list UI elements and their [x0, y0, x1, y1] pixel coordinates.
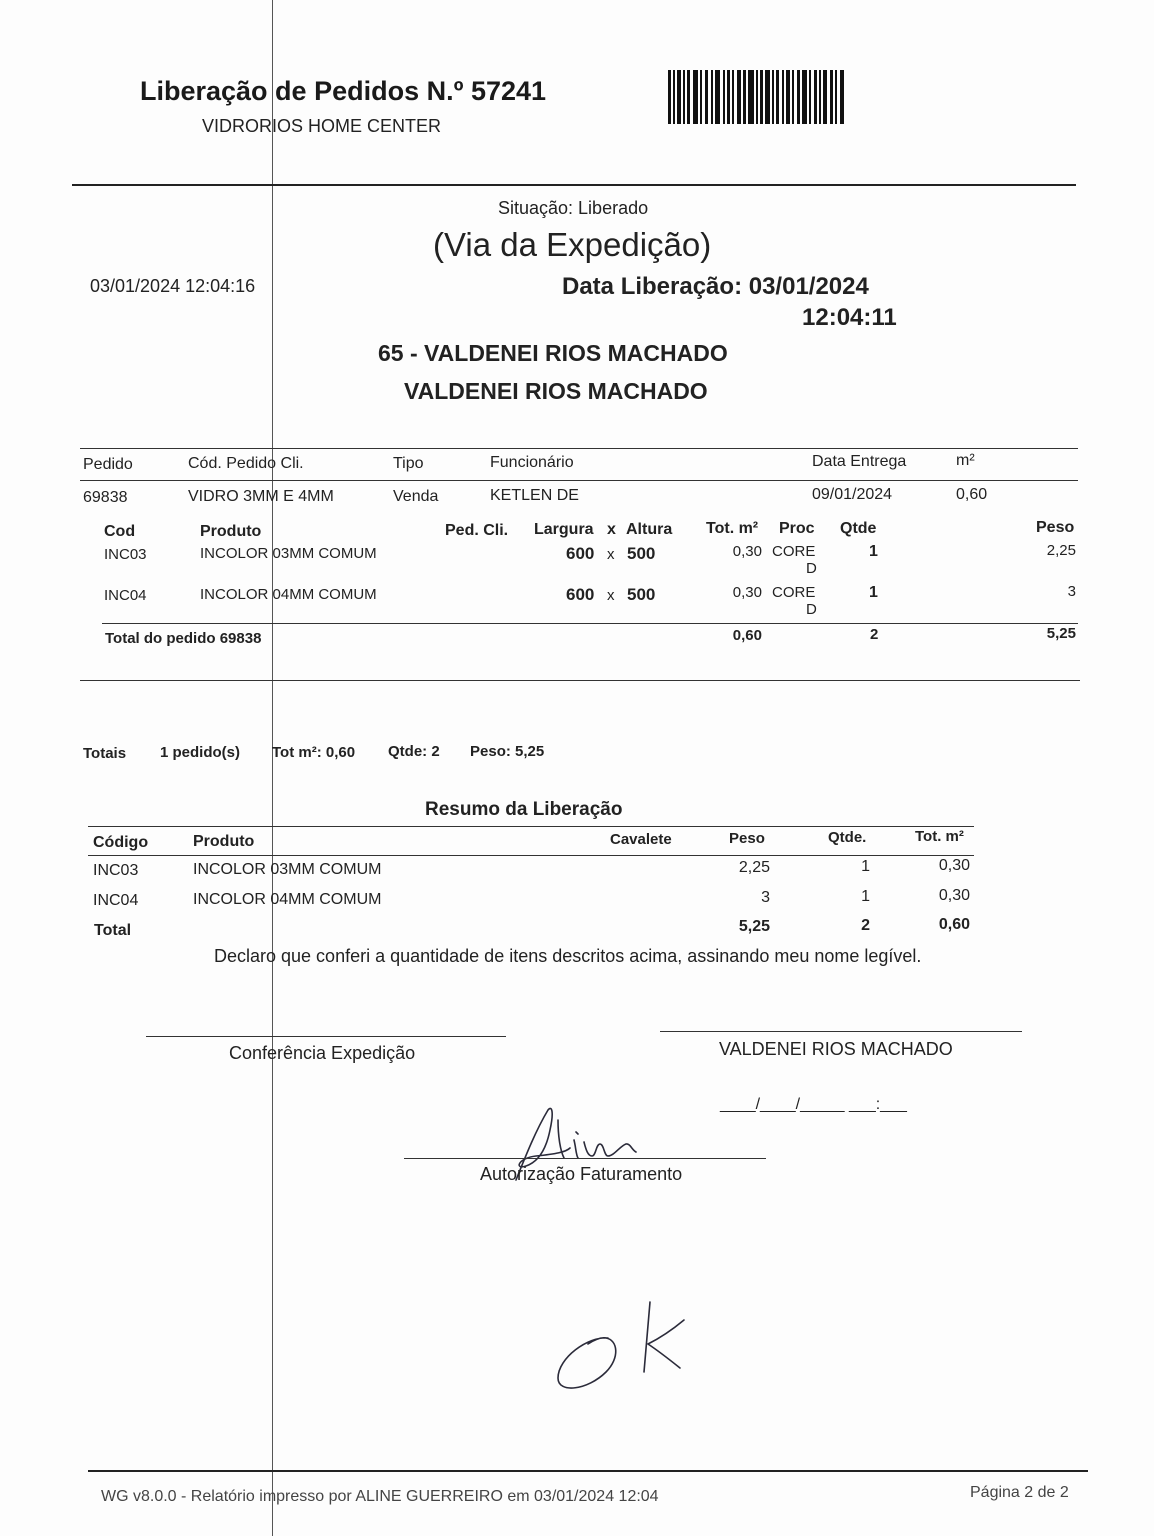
scan-fold-line: [272, 0, 273, 1536]
order-table-top-rule: [80, 448, 1078, 449]
summary-codigo: INC03: [93, 862, 139, 879]
summary-header-produto: Produto: [193, 833, 255, 850]
signature-label-left: Conferência Expedição: [229, 1043, 416, 1063]
release-date-label: [562, 273, 869, 301]
order-pedido: 69838: [83, 489, 128, 506]
order-m2: 0,60: [956, 486, 988, 503]
summary-total-qtde: 2: [861, 917, 870, 934]
document-title: Liberação de Pedidos N.º 57241: [140, 76, 547, 106]
item-header-largura: Largura: [534, 521, 594, 538]
header-divider: [72, 184, 1076, 186]
order-table-header-rule: [80, 480, 1078, 481]
item-produto: INCOLOR 04MM COMUM: [200, 586, 377, 603]
print-datetime: 03/01/2024 12:04:16: [90, 276, 256, 296]
item-proc-line2: D: [806, 560, 817, 577]
summary-qtde: 1: [861, 888, 870, 905]
summary-header-codigo: Código: [93, 834, 149, 851]
declaration-text: Declaro que conferi a quantidade de itens descritos acima, assinando meu nome legível.: [214, 946, 922, 966]
order-total-peso: 5,25: [1046, 625, 1076, 642]
item-header-ped-cli: Ped. Cli.: [445, 522, 509, 539]
item-altura: 500: [627, 585, 656, 604]
summary-produto: INCOLOR 04MM COMUM: [193, 891, 382, 908]
release-date: 03/01/2024: [748, 273, 869, 300]
item-x: x: [607, 546, 615, 563]
summary-peso: 2,25: [738, 859, 770, 876]
item-header-cod: Cod: [104, 523, 136, 540]
item-header-peso: Peso: [1036, 519, 1075, 536]
col-header-tipo: Tipo: [393, 455, 424, 472]
order-total-label: Total do pedido 69838: [105, 630, 262, 647]
order-total-rule: [102, 623, 1078, 624]
signature-label-right: VALDENEI RIOS MACHADO: [719, 1039, 953, 1059]
order-table-bottom-rule: [80, 680, 1080, 681]
item-cod: INC04: [104, 587, 147, 604]
item-cod: INC03: [104, 546, 147, 563]
order-cod-pedido-cli: VIDRO 3MM E 4MM: [188, 488, 334, 505]
item-header-tot-m2: Tot. m²: [706, 520, 759, 537]
order-tipo: Venda: [393, 488, 439, 505]
summary-top-rule: [88, 826, 974, 827]
signature-line-right: [660, 1031, 1022, 1032]
col-header-cod-pedido-cli: Cód. Pedido Cli.: [188, 455, 304, 472]
summary-title: Resumo da Liberação: [425, 799, 623, 820]
release-label: Data Liberação:: [562, 273, 743, 300]
item-proc-line1: CORE: [772, 543, 816, 560]
via-label: (Via da Expedição): [433, 226, 712, 263]
item-header-altura: Altura: [626, 521, 673, 538]
order-data-entrega: 09/01/2024: [812, 486, 893, 503]
signature-line-left: [146, 1036, 506, 1037]
item-peso: 2,25: [1046, 542, 1076, 559]
item-proc-line2: D: [806, 601, 817, 618]
order-funcionario: KETLEN DE: [490, 487, 579, 504]
item-tot-m2: 0,30: [732, 584, 762, 601]
status-text: Situação: Liberado: [498, 198, 649, 218]
item-produto: INCOLOR 03MM COMUM: [200, 545, 377, 562]
item-header-qtde: Qtde: [840, 520, 877, 537]
item-x: x: [607, 587, 615, 604]
barcode-icon: [668, 70, 846, 124]
order-total-qtde: 2: [870, 626, 879, 643]
summary-qtde: 1: [861, 858, 870, 875]
client-code-name: 65 - VALDENEI RIOS MACHADO: [378, 340, 728, 366]
totals-peso: Peso: 5,25: [470, 743, 545, 760]
summary-total-peso: 5,25: [738, 918, 770, 935]
summary-header-qtde: Qtde.: [828, 829, 867, 846]
signature-line-authorization: [404, 1158, 766, 1159]
summary-tot-m2: 0,30: [938, 857, 970, 874]
totals-label: Totais: [83, 745, 127, 762]
item-header-x: x: [607, 521, 616, 538]
col-header-funcionario: Funcionário: [490, 454, 574, 471]
summary-header-peso: Peso: [729, 830, 765, 847]
col-header-pedido: Pedido: [83, 456, 133, 473]
totals-pedidos: 1 pedido(s): [160, 744, 241, 761]
summary-total-tot-m2: 0,60: [938, 916, 970, 933]
summary-codigo: INC04: [93, 892, 139, 909]
item-peso: 3: [1067, 583, 1076, 600]
item-qtde: 1: [869, 584, 878, 601]
col-header-data-entrega: Data Entrega: [812, 453, 907, 470]
summary-header-rule: [88, 855, 974, 856]
summary-header-cavalete: Cavalete: [610, 831, 672, 848]
client-name: VALDENEI RIOS MACHADO: [404, 378, 708, 404]
company-name: VIDRORIOS HOME CENTER: [202, 116, 442, 136]
order-total-tot-m2: 0,60: [732, 627, 762, 644]
summary-peso: 3: [761, 889, 770, 906]
handwritten-ok-mark: [548, 1298, 698, 1398]
authorization-label: Autorização Faturamento: [480, 1164, 683, 1184]
item-largura: 600: [566, 544, 595, 563]
footer-page-number: Página 2 de 2: [970, 1484, 1069, 1501]
item-header-produto: Produto: [200, 523, 262, 540]
footer-printed-by: WG v8.0.0 - Relatório impresso por ALINE GUERREIRO em 03/01/2024 12:04: [101, 1488, 659, 1505]
totals-tot-m2: Tot m²: 0,60: [272, 744, 356, 761]
summary-header-tot-m2: Tot. m²: [915, 828, 964, 845]
summary-tot-m2: 0,30: [938, 887, 970, 904]
item-altura: 500: [627, 544, 656, 563]
item-qtde: 1: [869, 543, 878, 560]
item-tot-m2: 0,30: [732, 543, 762, 560]
date-time-blank: ____/____/_____ ___:___: [720, 1096, 907, 1113]
item-header-proc: Proc: [779, 520, 815, 537]
item-largura: 600: [566, 585, 595, 604]
totals-qtde: Qtde: 2: [388, 743, 440, 760]
footer-rule: [88, 1470, 1088, 1472]
summary-produto: INCOLOR 03MM COMUM: [193, 861, 382, 878]
release-time: 12:04:11: [802, 304, 897, 331]
item-proc-line1: CORE: [772, 584, 816, 601]
summary-total-label: Total: [94, 922, 132, 939]
col-header-m2: m²: [956, 452, 975, 469]
